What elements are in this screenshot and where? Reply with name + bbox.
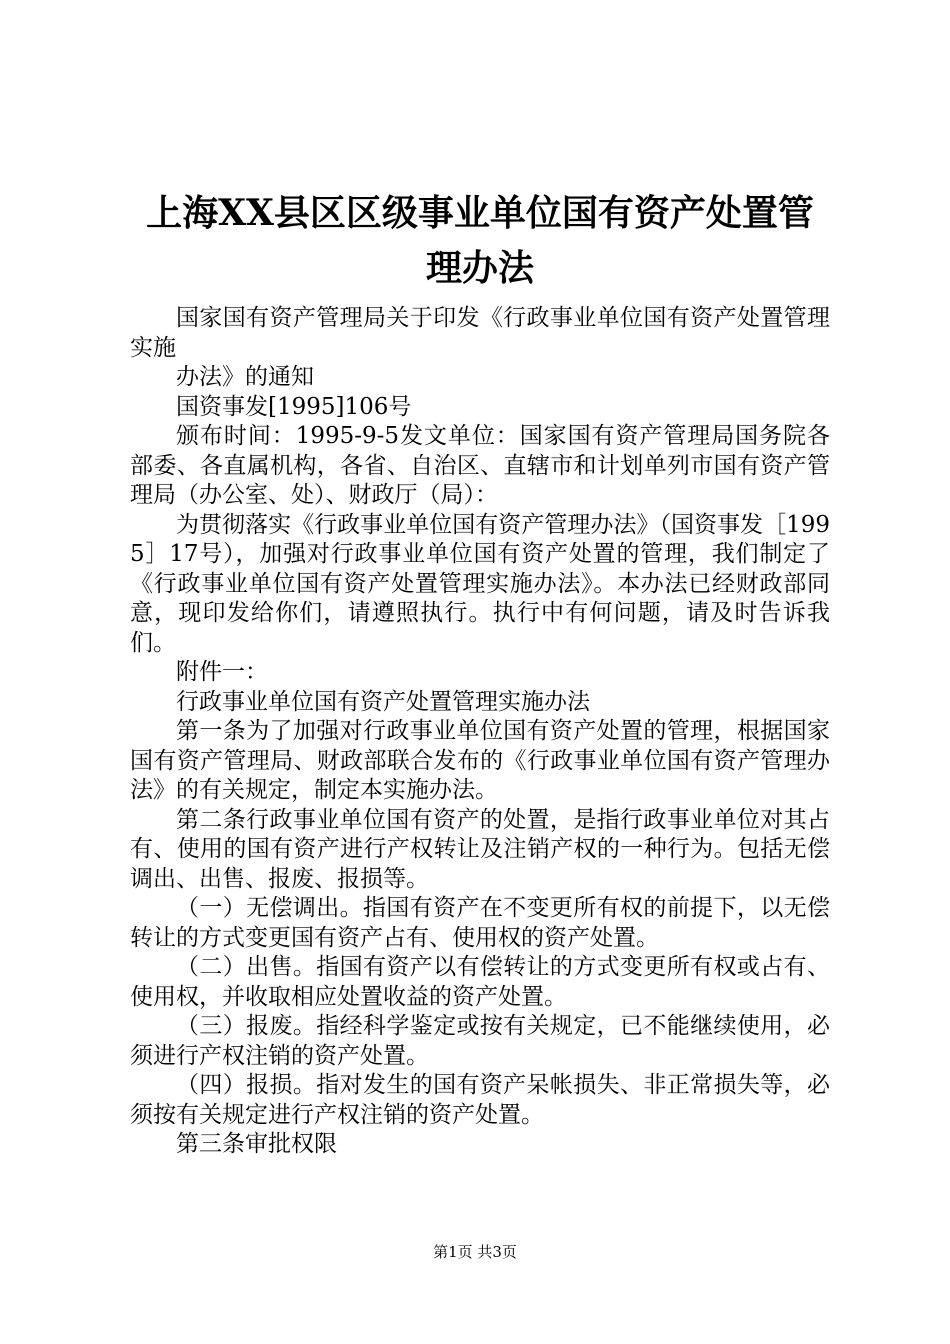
paragraph-doc-number: 国资事发[1995]106号 <box>176 393 412 420</box>
paragraph-notice-title-cont: 办法》的通知 <box>176 364 314 390</box>
paragraph-article-2: 第二条行政事业单位国有资产的处置，是指行政事业单位对其占有、使用的国有资产进行产权转让及注销产权的一种行为。包括无偿调出、出售、报废、报损等。 <box>130 806 830 892</box>
paragraph-notice-title: 国家国有资产管理局关于印发《行政事业单位国有资产处置管理实施 <box>130 305 830 361</box>
paragraph-item-4: （四）报损。指对发生的国有资产呆帐损失、非正常损失等，必须按有关规定进行产权注销的资产处置。 <box>130 1072 830 1128</box>
paragraph-article-3: 第三条审批权限 <box>176 1131 337 1157</box>
paragraph-attachment-label: 附件一： <box>176 659 268 685</box>
paragraph-item-2: （二）出售。指国有资产以有偿转让的方式变更所有权或占有、使用权，并收取相应处置收益的资产处置。 <box>130 954 830 1010</box>
paragraph-attachment-title: 行政事业单位国有资产处置管理实施办法 <box>176 688 590 715</box>
paragraph-article-1: 第一条为了加强对行政事业单位国有资产处置的管理，根据国家国有资产管理局、财政部联合发布的《行政事业单位国有资产管理办法》的有关规定，制定本实施办法。 <box>130 718 830 803</box>
paragraph-item-3: （三）报废。指经科学鉴定或按有关规定，已不能继续使用，必须进行产权注销的资产处置。 <box>130 1013 830 1069</box>
paragraph-intro: 为贯彻落实《行政事业单位国有资产管理办法》（国资事发［1995］17号），加强对行政事业单位国有资产处置的管理，我们制定了《行政事业单位国有资产处置管理实施办法》。本办法已经财政部同意，现印发给你们，请遵照执行。执行中有何问题，请及时告诉我们。 <box>130 511 830 656</box>
document-title: 上海XX县区区级事业单位国有资产处置管理办法 <box>146 192 814 289</box>
document-body <box>130 304 830 1160</box>
page-footer: 第1页 共3页 <box>433 1243 517 1261</box>
paragraph-issue-info: 颁布时间：1995-9-5发文单位：国家国有资产管理局国务院各部委、各直属机构，各省、自治区、直辖市和计划单列市国有资产管理局（办公室、处）、财政厅（局）： <box>130 423 830 508</box>
paragraph-item-1: （一）无偿调出。指国有资产在不变更所有权的前提下，以无偿转让的方式变更国有资产占有、使用权的资产处置。 <box>130 895 830 951</box>
document-page <box>130 0 830 1344</box>
